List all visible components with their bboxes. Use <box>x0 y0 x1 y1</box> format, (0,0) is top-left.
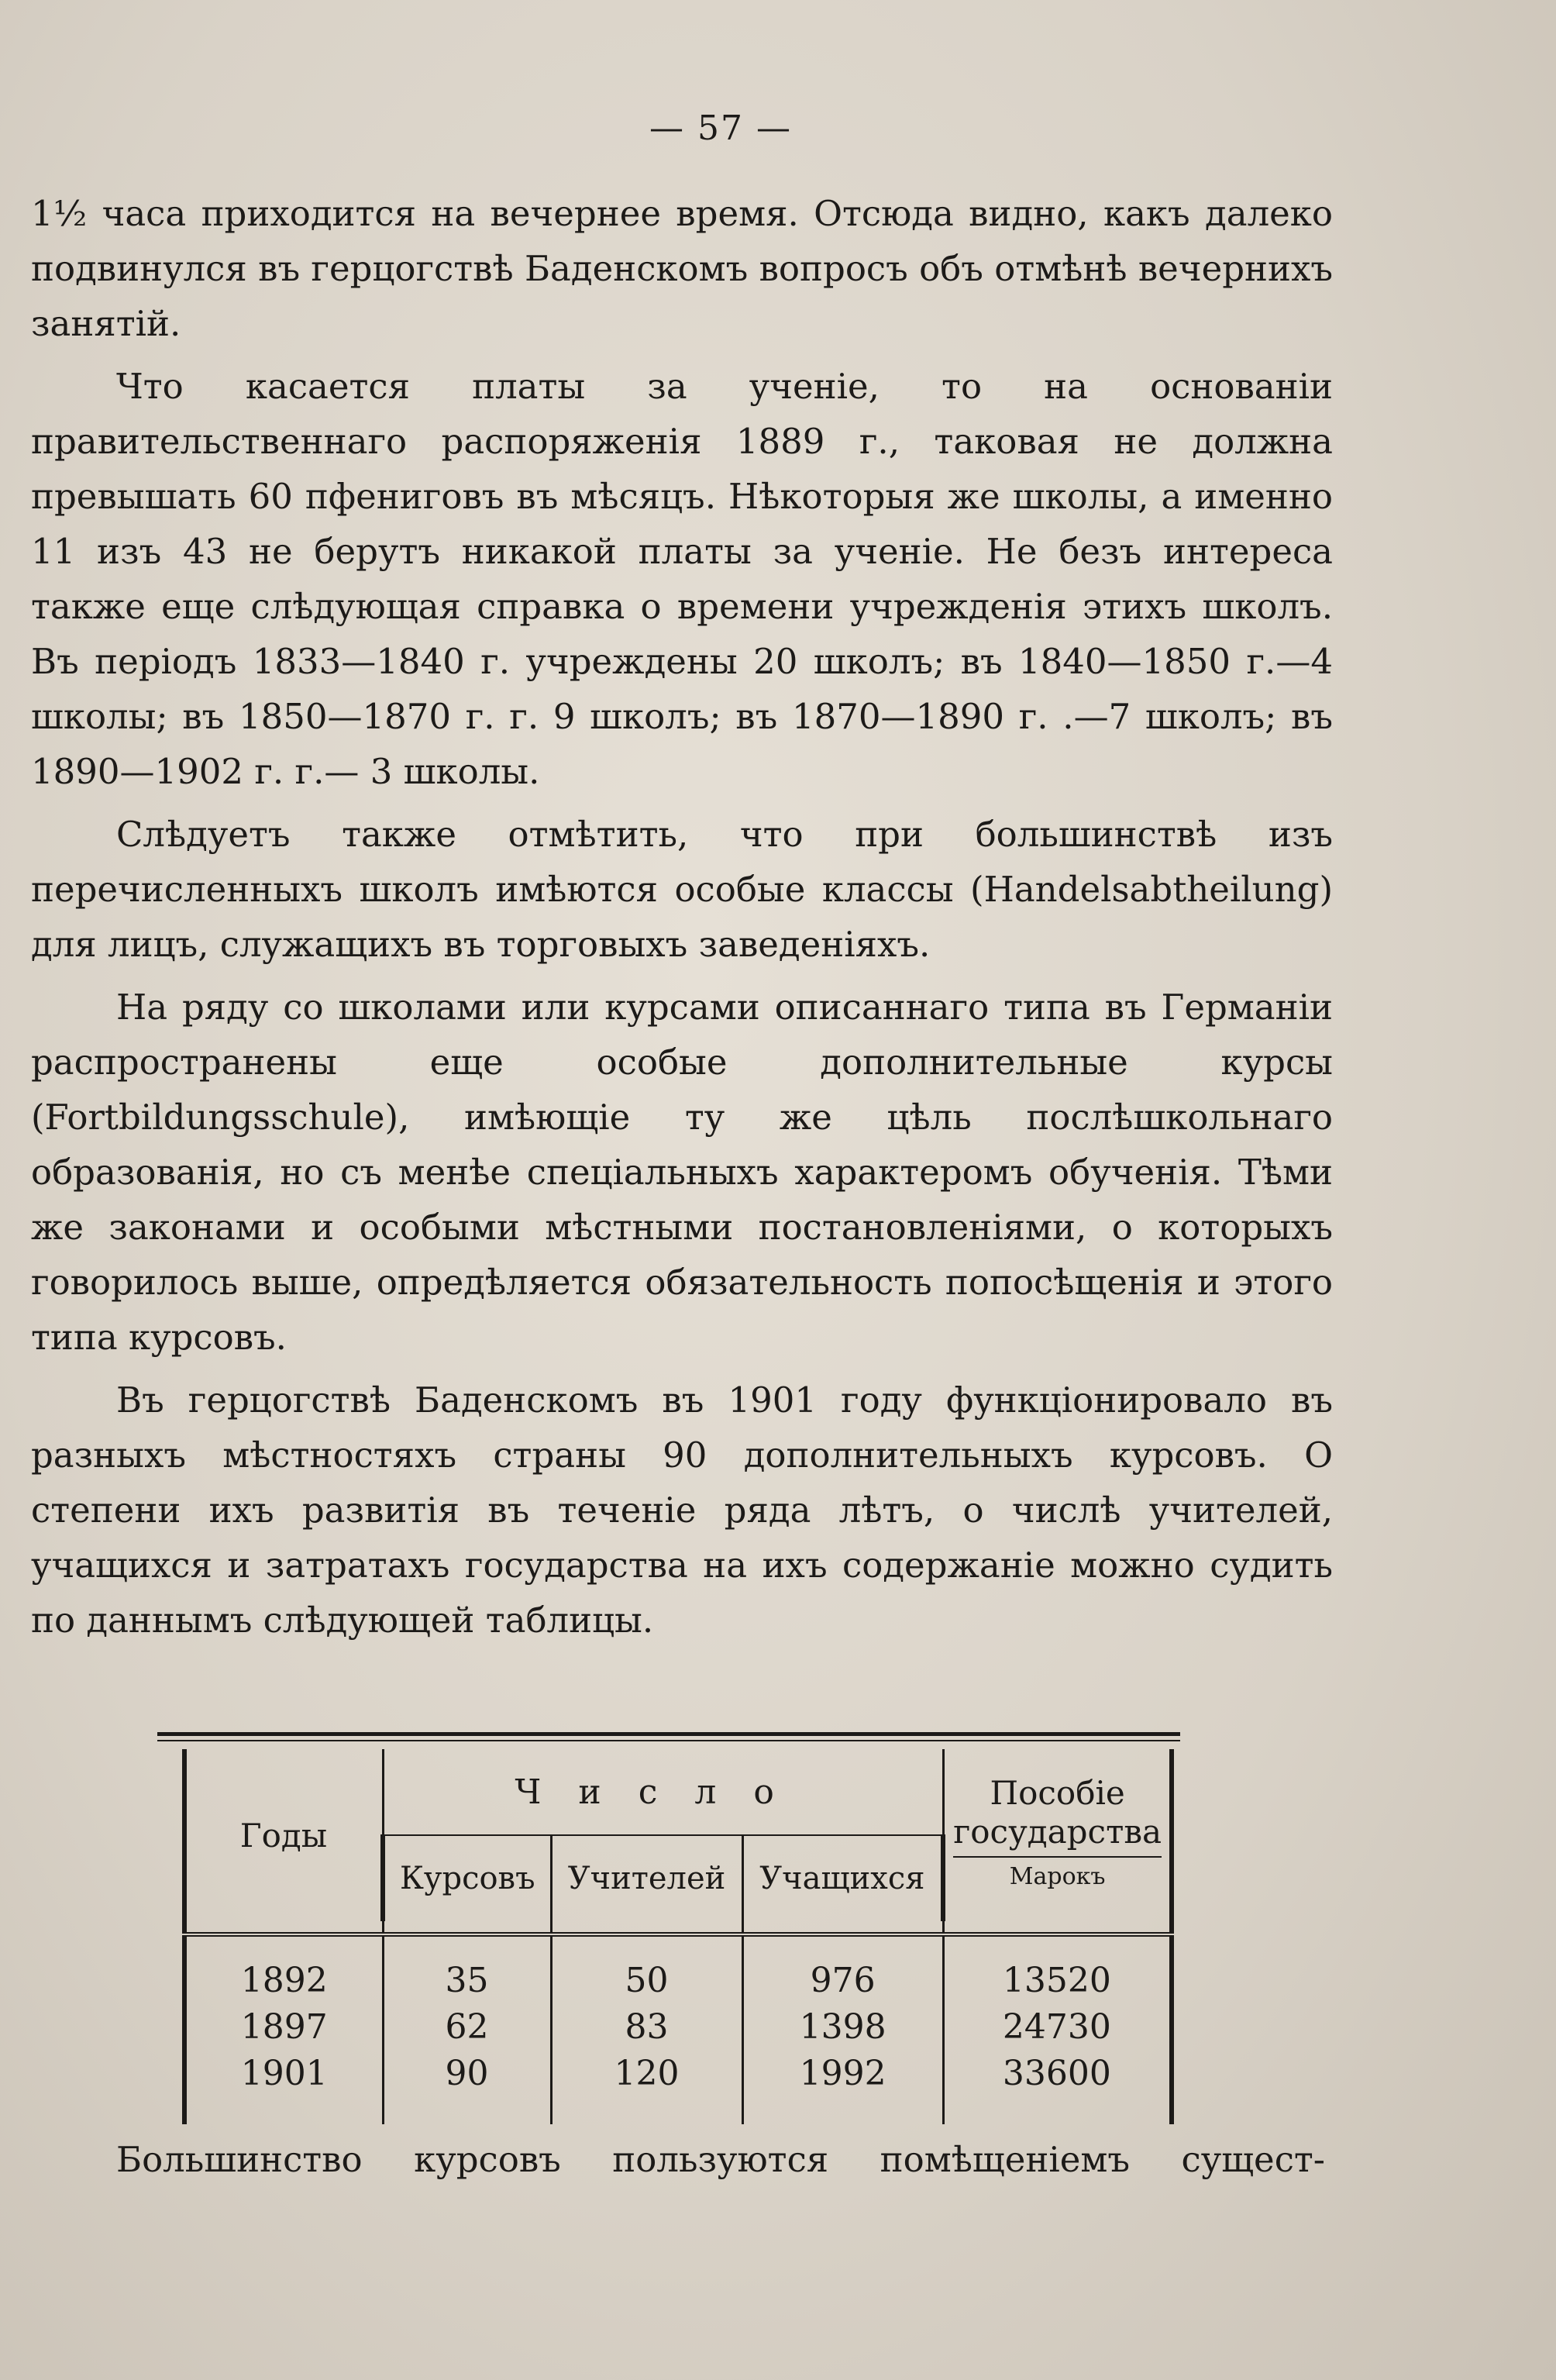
table-row <box>184 1934 1172 2003</box>
cell-courses: 62 <box>383 2003 551 2050</box>
last-line: Большинство курсовъ пользуются помѣщеніемъ сущест- <box>116 2139 1325 2180</box>
cell-teachers: 83 <box>551 2003 742 2050</box>
cell-courses: 90 <box>383 2050 551 2124</box>
cell-courses: 35 <box>383 1934 551 2003</box>
header-years: Годы <box>184 1749 383 1921</box>
paragraph-5: Въ герцогствѣ Баденскомъ въ 1901 году функціонировало въ разныхъ мѣстностяхъ страны 90 дополнительныхъ курсовъ. О степени ихъ развитія въ теченіе ряда лѣтъ, о числѣ учителей, учащихся и затратахъ государства на ихъ содержаніе можно судить по даннымъ слѣдующей таблицы. <box>31 1379 1333 1641</box>
cell-students: 1992 <box>742 2050 943 2124</box>
cell-year: 1897 <box>184 2003 383 2050</box>
paragraph-4: На ряду со школами или курсами описаннаго типа въ Германіи распространены еще особые дополнительные курсы (Fortbildungsschule), имѣющіе ту же цѣль послѣшкольнаго образованія, но съ менѣе спеціальныхъ характеромъ обученія. Тѣми же законами и особыми мѣстными постановленіями, о которыхъ говорилось выше, опредѣляется обязательность попосѣщенія и этого типа курсовъ. <box>31 987 1333 1358</box>
header-subsidy <box>943 1749 1172 1921</box>
paragraph-2: Что касается платы за ученіе, то на основаніи правительственнаго распоряженія 1889 г., таковая не должна превышать 60 пфениговъ въ мѣсяцъ. Нѣкоторыя же школы, а именно 11 изъ 43 не берутъ никакой платы за ученіе. Не безъ интереса также еще слѣдующая справка о времени учрежденія этихъ школъ. Въ періодъ 1833—1840 г. учреждены 20 школъ; въ 1840—1850 г.—4 школы; въ 1850—1870 г. г. 9 школъ; въ 1870—1890 г. .—7 школъ; въ 1890—1902 г. г.— 3 школы. <box>31 366 1333 792</box>
header-teachers: Учителей <box>551 1835 742 1921</box>
cell-teachers: 120 <box>551 2050 742 2124</box>
cell-subsidy: 13520 <box>943 1934 1172 2003</box>
page-number: — 57 — <box>649 108 792 148</box>
table-row <box>184 2050 1172 2124</box>
paragraph-3: Слѣдуетъ также отмѣтить, что при большинствѣ изъ перечисленныхъ школъ имѣются особые классы (Handelsabtheilung) для лицъ, служащихъ въ торговыхъ заведеніяхъ. <box>31 814 1333 965</box>
cell-year: 1901 <box>184 2050 383 2124</box>
cell-students: 976 <box>742 1934 943 2003</box>
cell-teachers: 50 <box>551 1934 742 2003</box>
cell-year: 1892 <box>184 1934 383 2003</box>
table-top-rule-thin <box>157 1740 1180 1741</box>
courses-table <box>182 1749 1174 2124</box>
cell-subsidy: 33600 <box>943 2050 1172 2124</box>
table-top-rule <box>157 1732 1180 1736</box>
header-courses: Курсовъ <box>383 1835 551 1921</box>
body-text <box>31 186 1333 1655</box>
cell-students: 1398 <box>742 2003 943 2050</box>
header-subsidy-label: Пособіе государства <box>953 1774 1162 1851</box>
header-subsidy-unit: Марокъ <box>953 1856 1162 1896</box>
table-row <box>184 2003 1172 2050</box>
cell-subsidy: 24730 <box>943 2003 1172 2050</box>
header-number-group: Число <box>383 1749 943 1835</box>
paragraph-1: 1½ часа приходится на вечернее время. Отсюда видно, какъ далеко подвинулся въ герцогствѣ Баденскомъ вопросъ объ отмѣнѣ вечернихъ занятій. <box>31 193 1333 344</box>
header-students: Учащихся <box>742 1835 943 1921</box>
